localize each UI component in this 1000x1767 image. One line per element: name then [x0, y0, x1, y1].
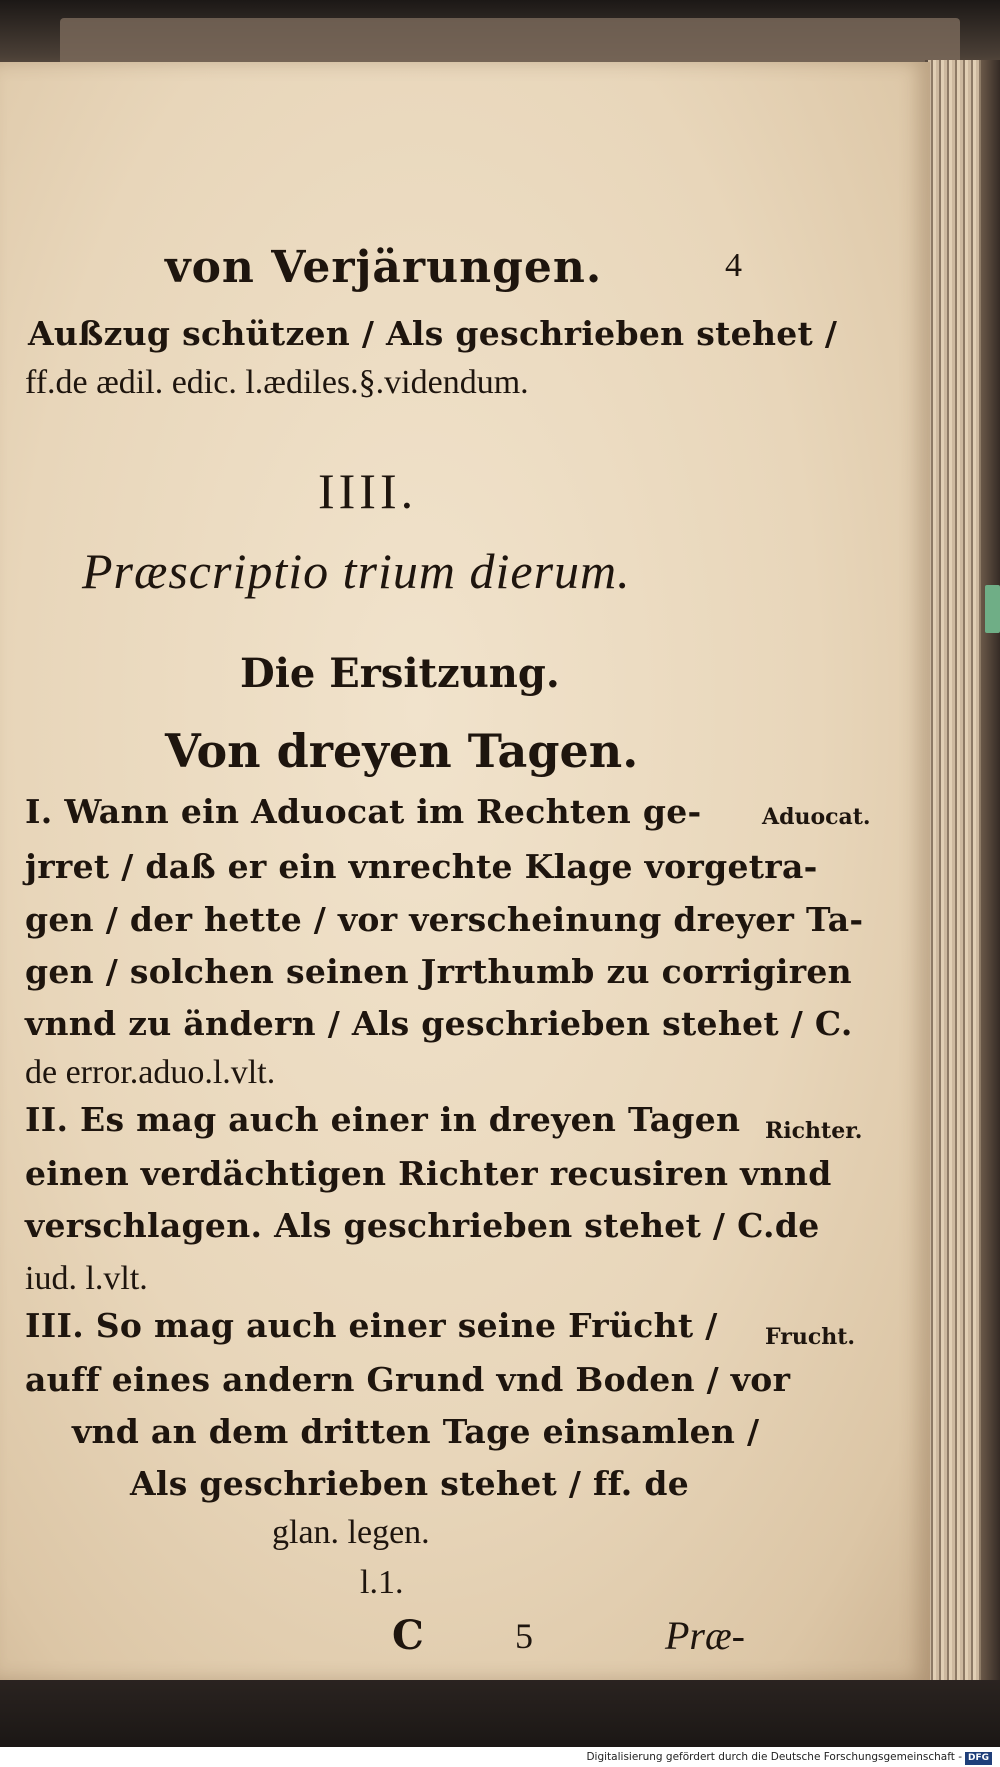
section-subtitle: Die Ersitzung.	[240, 650, 560, 697]
body-line: II. Es mag auch einer in dreyen Tagen	[25, 1100, 741, 1139]
body-line: de error.aduo.l.vlt.	[25, 1054, 276, 1091]
body-line: glan. legen.	[272, 1514, 430, 1551]
page-number: 4	[725, 247, 742, 284]
intro-line: Außzug schützen / Als geschrieben stehet /	[28, 314, 838, 353]
body-line: vnnd zu ändern / Als geschrieben stehet / C.	[25, 1004, 853, 1043]
book-page	[0, 62, 930, 1680]
page-edges	[925, 60, 1000, 1680]
signature-mark: C	[392, 1612, 424, 1659]
body-line: auff eines andern Grund vnd Boden / vor	[25, 1360, 791, 1399]
body-line: I. Wann ein Aduocat im Rechten ge-	[25, 792, 702, 831]
body-line: l.1.	[360, 1564, 404, 1601]
scan-bottom-edge	[0, 1680, 1000, 1747]
running-head-title: von Verjärungen.	[165, 242, 603, 293]
body-line: vnd an dem dritten Tage einsamlen /	[72, 1412, 760, 1451]
margin-note: Richter.	[765, 1118, 863, 1144]
section-subtitle: Von dreyen Tagen.	[165, 724, 639, 778]
bookmark-tab	[985, 585, 1000, 633]
body-line: iud. l.vlt.	[25, 1260, 148, 1297]
dfg-logo: DFG	[965, 1752, 992, 1765]
body-line: verschlagen. Als geschrieben stehet / C.de	[25, 1206, 820, 1245]
credit-text: Digitalisierung gefördert durch die Deutsche Forschungsgemeinschaft -	[586, 1751, 962, 1763]
catchword: Præ-	[665, 1613, 745, 1658]
section-numeral: IIII.	[318, 463, 418, 519]
body-line: jrret / daß er ein vnrechte Klage vorgetra-	[25, 847, 818, 886]
signature-number: 5	[515, 1616, 533, 1656]
body-line: gen / der hette / vor verscheinung dreyer Ta-	[25, 900, 864, 939]
margin-note: Frucht.	[765, 1324, 856, 1350]
body-line: gen / solchen seinen Jrrthumb zu corrigiren	[25, 952, 852, 991]
body-line: einen verdächtigen Richter recusiren vnnd	[25, 1154, 832, 1193]
intro-line: ff.de ædil. edic. l.ædiles.§.videndum.	[25, 364, 529, 401]
margin-note: Aduocat.	[762, 804, 871, 830]
body-line: Als geschrieben stehet / ff. de	[130, 1464, 690, 1503]
section-latin-title: Præscriptio trium dierum.	[82, 543, 631, 599]
digitization-credit	[0, 1747, 1000, 1767]
body-line: III. So mag auch einer seine Frücht /	[25, 1306, 718, 1345]
